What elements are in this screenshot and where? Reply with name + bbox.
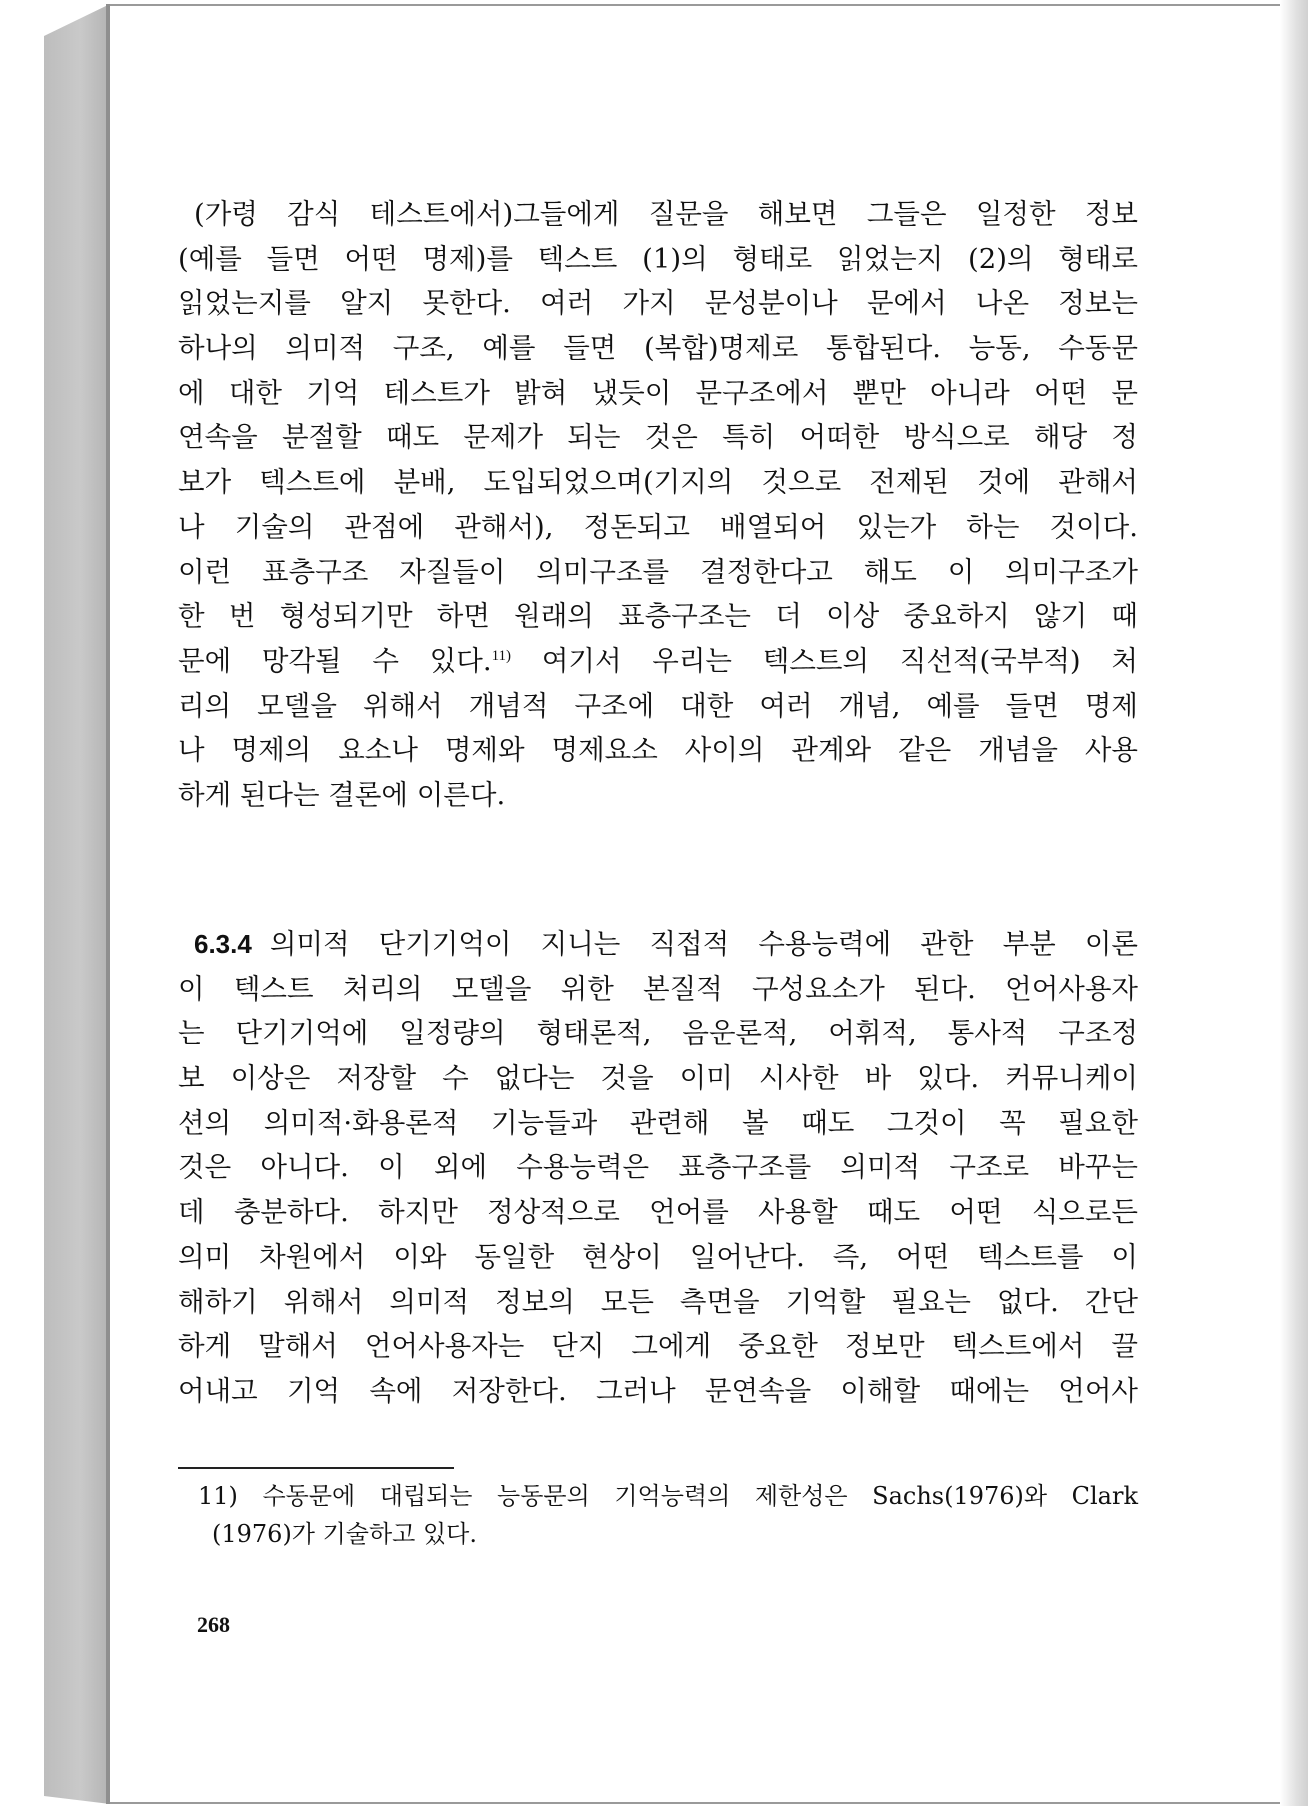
text-line: 하게 된다는 결론에 이른다. (178, 778, 506, 811)
section-heading-line (178, 922, 1138, 967)
text-line: 리의 모델을 위해서 개념적 구조에 대한 여러 개념, 예를 들면 명제 (178, 689, 1138, 722)
text-line: 연속을 분절할 때도 문제가 되는 것은 특히 어떠한 방식으로 해당 정 (178, 421, 1138, 454)
text-line: 해하기 위해서 의미적 정보의 모든 측면을 기억할 필요는 없다. 간단 (178, 1285, 1138, 1318)
paragraph-1 (178, 192, 1138, 818)
text-line: 보 이상은 저장할 수 없다는 것을 이미 시사한 바 있다. 커뮤니케이 (178, 1062, 1138, 1095)
text-line: 에 대한 기억 테스트가 밝혀 냈듯이 문구조에서 뿐만 아니라 어떤 문 (178, 376, 1138, 409)
text-line: 하나의 의미적 구조, 예를 들면 (복합)명제로 통합된다. 능동, 수동문 (178, 332, 1138, 365)
text-line: 데 충분하다. 하지만 정상적으로 언어를 사용할 때도 어떤 식으로든 (178, 1196, 1138, 1229)
text-segment: 여기서 우리는 텍스트의 직선적(국부적) 처 (511, 644, 1138, 677)
book-spine (44, 4, 110, 1804)
text-line: 보가 텍스트에 분배, 도입되었으며(기지의 것으로 전제된 것에 관해서 (178, 466, 1138, 499)
text-line-with-footnote-ref (178, 639, 1138, 684)
footnote-line: (1976)가 기술하고 있다. (212, 1520, 477, 1548)
footnote-divider (178, 1467, 454, 1469)
text-line: 의미 차원에서 이와 동일한 현상이 일어난다. 즉, 어떤 텍스트를 이 (178, 1240, 1138, 1273)
text-line: 나 기술의 관점에 관해서), 정돈되고 배열되어 있는가 하는 것이다. (178, 510, 1138, 543)
text-line: 이 텍스트 처리의 모델을 위한 본질적 구성요소가 된다. 언어사용자 (178, 972, 1138, 1005)
text-line: 한 번 형성되기만 하면 원래의 표층구조는 더 이상 중요하지 않기 때 (178, 600, 1138, 633)
text-line: 것은 아니다. 이 외에 수용능력은 표층구조를 의미적 구조로 바꾸는 (178, 1151, 1138, 1184)
paragraph-2 (178, 922, 1138, 1414)
text-line: 읽었는지를 알지 못한다. 여러 가지 문성분이나 문에서 나온 정보는 (178, 287, 1138, 320)
text-line: (가령 감식 테스트에서)그들에게 질문을 해보면 그들은 일정한 정보 (194, 198, 1138, 230)
text-line: 션의 의미적·화용론적 기능들과 관련해 볼 때도 그것이 꼭 필요한 (178, 1106, 1138, 1139)
text-segment: 의미적 단기기억이 지니는 직접적 수용능력에 관한 부분 이론 (269, 928, 1138, 960)
footnote-reference[interactable]: 11) (491, 647, 512, 664)
text-line: (예를 들면 어떤 명제)를 텍스트 (1)의 형태로 읽었는지 (2)의 형태로 (178, 242, 1138, 275)
text-line: 이런 표층구조 자질들이 의미구조를 결정한다고 해도 이 의미구조가 (178, 555, 1138, 588)
text-line: 어내고 기억 속에 저장한다. 그러나 문연속을 이해할 때에는 언어사 (178, 1374, 1138, 1407)
footnote (178, 1477, 1138, 1553)
text-line: 는 단기기억에 일정량의 형태론적, 음운론적, 어휘적, 통사적 구조정 (178, 1017, 1138, 1050)
text-line: 하게 말해서 언어사용자는 단지 그에게 중요한 정보만 텍스트에서 끌 (178, 1330, 1138, 1363)
footnote-line: 11) 수동문에 대립되는 능동문의 기억능력의 제한성은 Sachs(1976)와 Clark (198, 1482, 1138, 1510)
section-number: 6.3.4 (194, 929, 252, 959)
text-line: 나 명제의 요소나 명제와 명제요소 사이의 관계와 같은 개념을 사용 (178, 734, 1138, 767)
page-edge-shadow (1280, 0, 1308, 1806)
page-number: 268 (197, 1612, 230, 1637)
text-segment: 문에 망각될 수 있다. (178, 644, 492, 677)
